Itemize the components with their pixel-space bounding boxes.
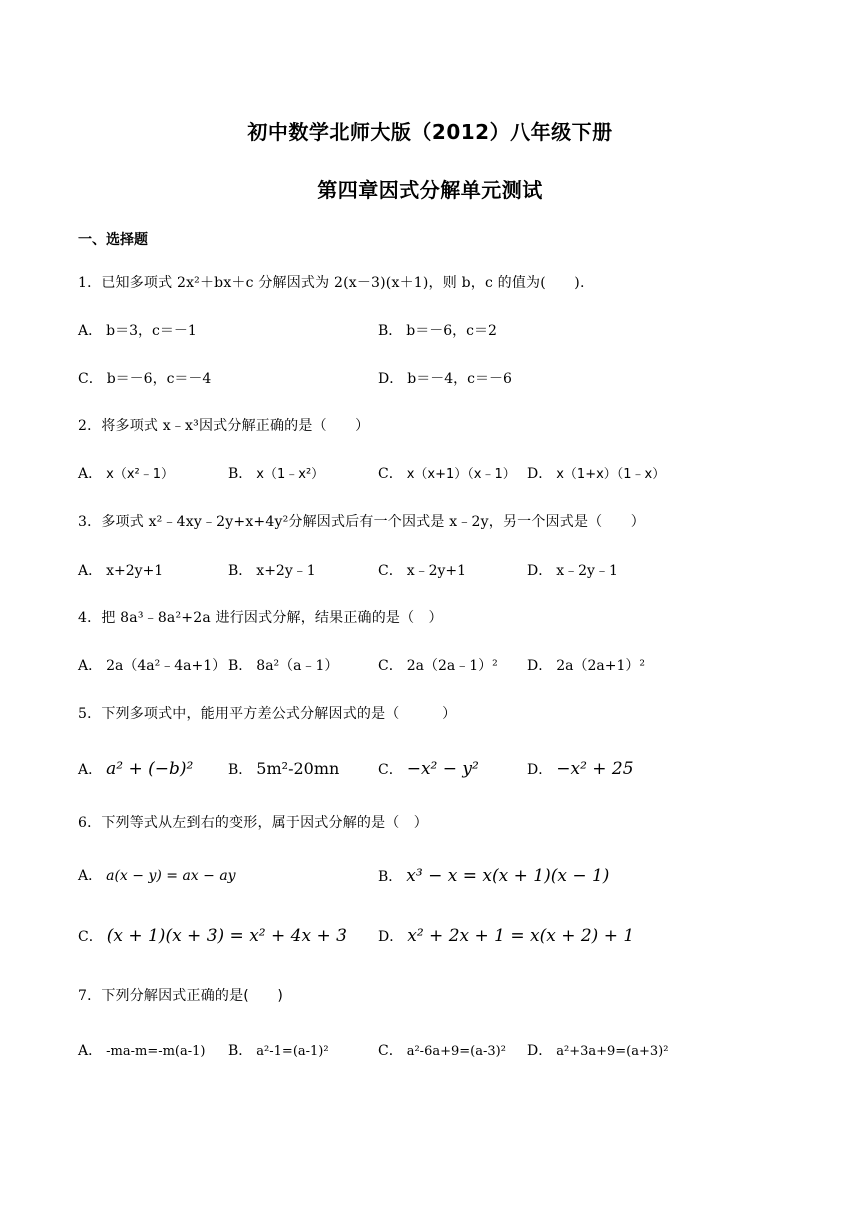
question-number: 2． [78, 418, 102, 434]
option-text: x﹣2y+1 [406, 563, 467, 579]
question-stem: 多项式 x²﹣4xy﹣2y+x+4y²分解因式后有一个因式是 x﹣2y，另一个因式是（ ） [101, 514, 645, 530]
q4-option-d [527, 656, 645, 676]
question-stem: 将多项式 x﹣x³因式分解正确的是（ ） [101, 418, 370, 434]
question-stem: 把 8a³﹣8a²+2a 进行因式分解，结果正确的是（ ） [101, 610, 443, 626]
question-5 [78, 704, 456, 724]
option-label: A． [78, 868, 103, 884]
option-text: −x² − y² [406, 759, 479, 779]
q5-option-c [378, 759, 479, 780]
option-text: b＝－6，c＝2 [406, 323, 497, 339]
q1-option-b [378, 321, 497, 341]
question-number: 3． [78, 514, 102, 530]
option-label: C． [378, 563, 403, 579]
question-stem: 下列分解因式正确的是( ) [101, 988, 284, 1004]
question-1 [78, 273, 585, 293]
option-label: C． [378, 466, 403, 482]
option-text: (x + 1)(x + 3) = x² + 4x + 3 [106, 926, 347, 946]
option-label: B． [378, 869, 403, 885]
option-text: -ma-m=-m(a-1) [106, 1044, 206, 1059]
q5-option-b [228, 759, 339, 780]
option-label: B． [378, 323, 403, 339]
q2-option-d [527, 464, 665, 485]
q1-option-a [78, 321, 197, 341]
option-text: x（1+x）（1﹣x） [556, 467, 666, 482]
option-text: x³ − x = x(x + 1)(x − 1) [406, 866, 610, 886]
q5-option-d [527, 759, 634, 780]
q6-option-d [378, 926, 634, 947]
option-text: b＝－6，c＝－4 [106, 371, 212, 387]
question-stem: 下列等式从左到右的变形，属于因式分解的是（ ） [101, 815, 428, 831]
option-text: 2a（2a﹣1）² [406, 658, 498, 674]
option-text: a²-6a+9=(a-3)² [406, 1044, 506, 1059]
option-label: D． [378, 929, 404, 945]
option-text: x+2y﹣1 [256, 563, 316, 579]
q7-option-b [228, 1041, 329, 1062]
q4-option-a [78, 656, 226, 676]
option-label: C． [378, 762, 403, 778]
option-text: x﹣2y﹣1 [556, 563, 618, 579]
section-title: 一、选择题 [78, 232, 148, 248]
question-4 [78, 608, 443, 628]
option-label: B． [228, 466, 253, 482]
option-text: 5m²-20mn [256, 759, 340, 778]
question-number: 5． [78, 706, 102, 722]
q3-option-a [78, 561, 163, 581]
q6-option-a [78, 866, 236, 886]
q6-option-b [378, 866, 609, 887]
q7-option-a [78, 1041, 206, 1062]
option-label: D． [527, 466, 553, 482]
question-stem: 下列多项式中，能用平方差公式分解因式的是（ ） [101, 706, 457, 722]
option-text: x（1﹣x²） [256, 467, 325, 482]
option-text: x² + 2x + 1 = x(x + 2) + 1 [407, 926, 635, 946]
q2-option-a [78, 464, 174, 485]
page-title: 初中数学北师大版（2012）八年级下册 [247, 120, 613, 144]
q1-option-c [78, 369, 211, 389]
option-label: C． [378, 658, 403, 674]
q2-option-c [378, 464, 516, 485]
option-label: B． [228, 658, 253, 674]
option-text: −x² + 25 [556, 759, 634, 779]
option-text: x（x²﹣1） [106, 467, 174, 482]
option-label: B． [228, 1043, 253, 1059]
option-label: A． [78, 658, 103, 674]
q4-option-b [228, 656, 338, 676]
question-number: 4． [78, 610, 102, 626]
question-number: 6． [78, 815, 102, 831]
q6-option-c [78, 926, 347, 947]
option-text: a² + (−b)² [106, 759, 194, 779]
option-label: B． [228, 762, 253, 778]
question-3 [78, 512, 645, 532]
option-label: A． [78, 563, 103, 579]
option-label: C． [78, 371, 103, 387]
q7-option-d [527, 1041, 668, 1062]
q3-option-b [228, 561, 316, 581]
option-text: b＝－4，c＝－6 [407, 371, 512, 387]
q4-option-c [378, 656, 498, 676]
option-text: a(x − y) = ax − ay [106, 868, 236, 884]
option-label: D． [527, 1043, 553, 1059]
option-text: b＝3，c＝－1 [106, 323, 197, 339]
option-label: D． [527, 762, 553, 778]
question-6 [78, 813, 428, 833]
option-text: 2a（2a+1）² [556, 658, 645, 674]
option-label: C． [78, 929, 103, 945]
option-label: D． [527, 658, 553, 674]
option-label: A． [78, 466, 103, 482]
option-label: D． [527, 563, 553, 579]
option-text: x+2y+1 [106, 563, 164, 579]
option-text: 8a²（a﹣1） [256, 658, 339, 674]
option-label: A． [78, 762, 103, 778]
page-subtitle: 第四章因式分解单元测试 [317, 178, 543, 202]
q3-option-c [378, 561, 466, 581]
option-label: D． [378, 371, 404, 387]
q3-option-d [527, 561, 618, 581]
option-text: a²+3a+9=(a+3)² [556, 1044, 669, 1059]
option-label: A． [78, 323, 103, 339]
q1-option-d [378, 369, 512, 389]
option-label: B． [228, 563, 253, 579]
question-number: 1． [78, 275, 102, 291]
option-text: a²-1=(a-1)² [256, 1044, 329, 1059]
question-stem: 已知多项式 2x²＋bx＋c 分解因式为 2(x－3)(x＋1)，则 b，c 的值为( ). [101, 275, 585, 291]
question-7 [78, 986, 283, 1006]
option-text: 2a（4a²﹣4a+1） [106, 658, 227, 674]
question-number: 7． [78, 988, 102, 1004]
q7-option-c [378, 1041, 506, 1062]
option-text: x（x+1）（x﹣1） [406, 467, 516, 482]
q5-option-a [78, 759, 193, 780]
q2-option-b [228, 464, 324, 485]
option-label: A． [78, 1043, 103, 1059]
question-2 [78, 416, 369, 436]
option-label: C． [378, 1043, 403, 1059]
